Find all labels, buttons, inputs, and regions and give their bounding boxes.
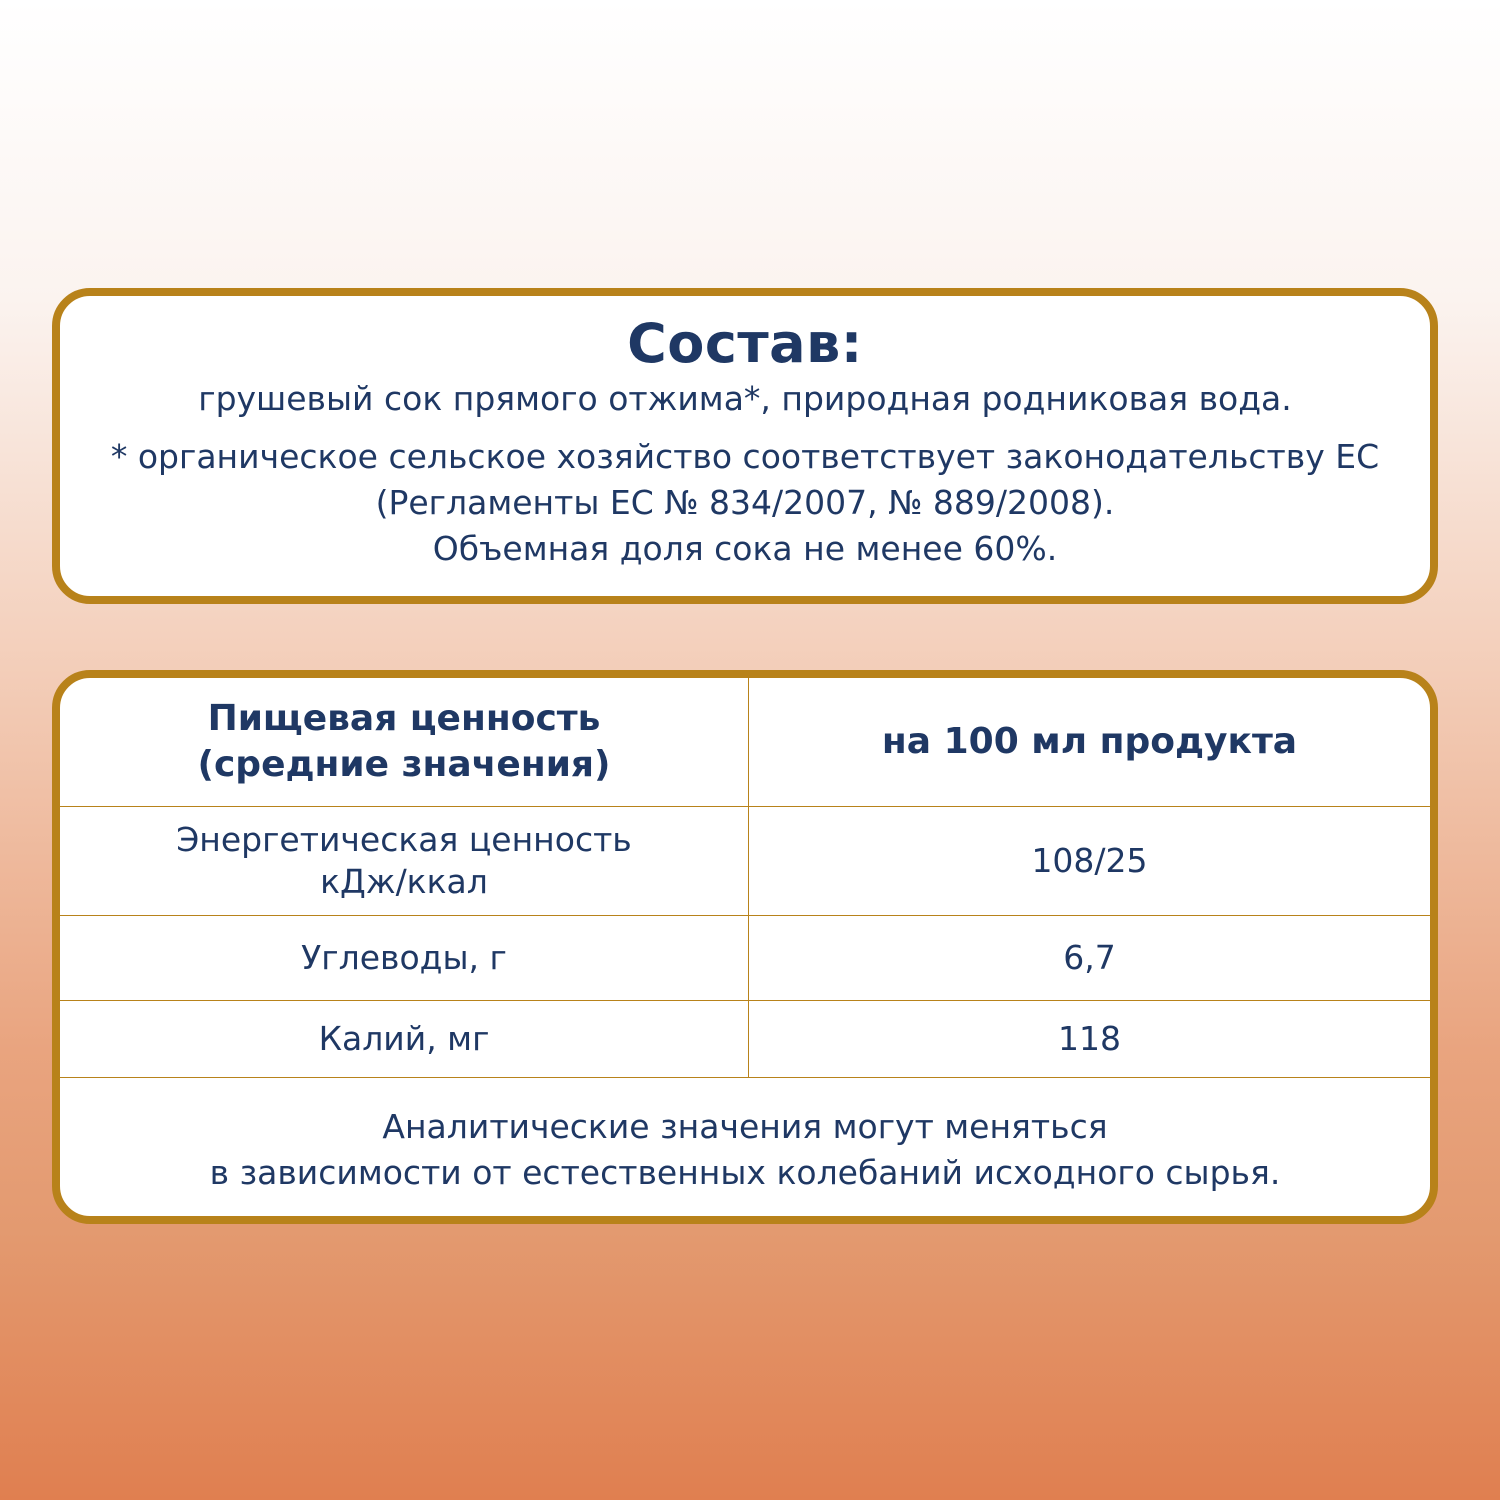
regulation-note: (Регламенты ЕС № 834/2007, № 889/2008). [375, 483, 1115, 522]
row-label-energy: Энергетическая ценность кДж/ккал [60, 807, 749, 916]
row-value-potassium: 118 [749, 1001, 1431, 1078]
nutrition-table [60, 678, 1430, 1078]
table-header-row [60, 678, 1430, 807]
header-nutritional-value: Пищевая ценность (средние значения) [60, 678, 749, 807]
juice-share-note: Объемная доля сока не менее 60%. [432, 529, 1058, 568]
nutrition-card [52, 670, 1438, 1224]
row-label-carbohydrates: Углеводы, г [60, 916, 749, 1001]
table-row [60, 1001, 1430, 1078]
composition-card [52, 288, 1438, 604]
composition-title: Состав: [627, 312, 863, 375]
row-value-energy: 108/25 [749, 807, 1431, 916]
row-label-potassium: Калий, мг [60, 1001, 749, 1078]
table-row [60, 916, 1430, 1001]
row-value-carbohydrates: 6,7 [749, 916, 1431, 1001]
analytical-values-footnote: Аналитические значения могут меняться в зависимости от естественных колебаний исходного сырья. [209, 1107, 1281, 1192]
composition-notes [60, 434, 1430, 572]
table-row [60, 807, 1430, 916]
header-per-100ml: на 100 мл продукта [749, 678, 1431, 807]
ingredients-text: грушевый сок прямого отжима*, природная родниковая вода. [198, 379, 1292, 418]
organic-note: * органическое сельское хозяйство соответствует законодательству ЕС [110, 437, 1380, 476]
